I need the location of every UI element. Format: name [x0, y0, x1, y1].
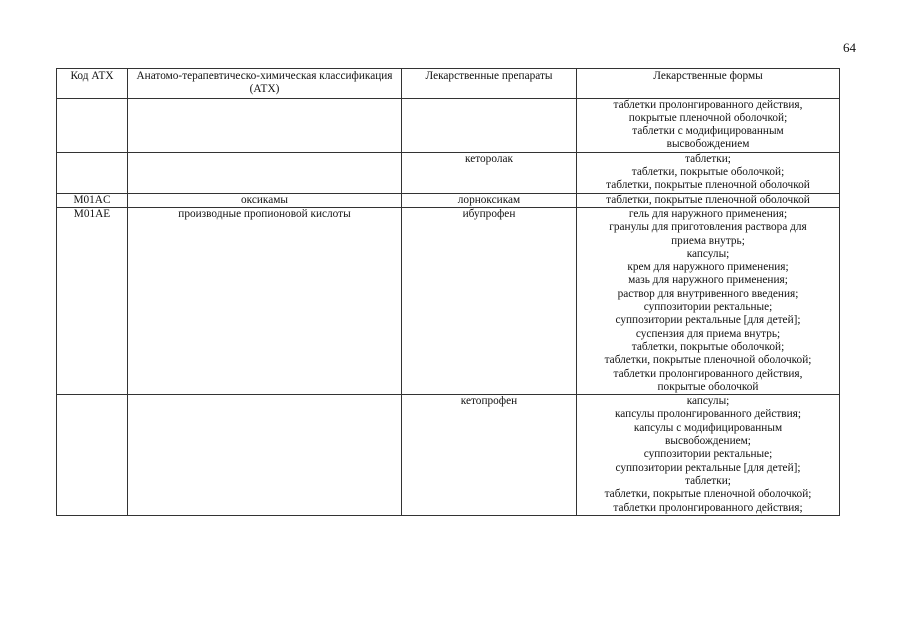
dosage-form-line: капсулы;: [686, 395, 730, 408]
drug-cell: лорноксикам: [402, 193, 577, 207]
classification-cell: оксикамы: [128, 193, 402, 207]
table-header-row: [57, 69, 840, 99]
table-row: [57, 395, 840, 516]
dosage-form-line: таблетки;: [685, 152, 731, 165]
dosage-form-line: таблетки, покрытые пленочной оболочкой: [606, 193, 810, 206]
dosage-form-line: таблетки, покрытые пленочной оболочкой: [606, 179, 810, 192]
dosage-form-line: таблетки, покрытые пленочной оболочкой;: [604, 354, 812, 367]
dosage-form-line: таблетки, покрытые оболочкой;: [631, 166, 785, 179]
classification-cell: производные пропионовой кислоты: [128, 207, 402, 394]
dosage-form-line: суппозитории ректальные [для детей];: [615, 461, 801, 474]
dosage-forms-cell: [577, 193, 840, 207]
dosage-form-line: капсулы с модифицированным: [633, 421, 783, 434]
dosage-form-line: высвобождением;: [665, 435, 751, 448]
dosage-form-line: таблетки с модифицированным: [632, 125, 784, 138]
dosage-form-line: покрытые пленочной оболочкой;: [628, 111, 788, 124]
drug-cell: кеторолак: [402, 152, 577, 193]
dosage-form-line: раствор для внутривенного введения;: [617, 287, 799, 300]
dosage-form-line: приема внутрь;: [671, 234, 745, 247]
dosage-forms-cell: [577, 98, 840, 152]
dosage-form-line: суспензия для приема внутрь;: [635, 327, 781, 340]
atc-code-cell: [57, 395, 128, 516]
atc-code-cell: [57, 98, 128, 152]
dosage-form-line: покрытые оболочкой: [657, 380, 759, 393]
atc-table: [56, 68, 840, 516]
dosage-form-line: суппозитории ректальные;: [643, 301, 773, 314]
dosage-form-line: гранулы для приготовления раствора для: [609, 221, 807, 234]
dosage-form-line: суппозитории ректальные [для детей];: [615, 314, 801, 327]
dosage-forms-cell: [577, 207, 840, 394]
classification-cell: [128, 152, 402, 193]
atc-code-cell: [57, 152, 128, 193]
dosage-form-line: таблетки пролонгированного действия,: [613, 367, 803, 380]
dosage-form-line: капсулы пролонгированного действия;: [614, 408, 802, 421]
table-row: [57, 98, 840, 152]
atc-table-container: [56, 68, 839, 516]
header-drugs: Лекарственные препараты: [402, 69, 577, 99]
classification-cell: [128, 98, 402, 152]
dosage-form-line: таблетки;: [685, 474, 731, 487]
dosage-form-line: суппозитории ректальные;: [643, 448, 773, 461]
dosage-form-line: таблетки, покрытые пленочной оболочкой;: [604, 488, 812, 501]
dosage-form-line: капсулы;: [686, 247, 730, 260]
table-body: [57, 98, 840, 515]
header-dosage-forms: Лекарственные формы: [577, 69, 840, 99]
drug-cell: [402, 98, 577, 152]
dosage-form-line: мазь для наружного применения;: [628, 274, 788, 287]
atc-code-cell: M01AC: [57, 193, 128, 207]
table-row: [57, 152, 840, 193]
table-row: [57, 193, 840, 207]
dosage-form-line: таблетки, покрытые оболочкой;: [631, 340, 785, 353]
dosage-form-line: высвобождением: [666, 138, 750, 151]
atc-code-cell: M01AE: [57, 207, 128, 394]
table-row: [57, 207, 840, 394]
dosage-form-line: таблетки пролонгированного действия,: [613, 98, 803, 111]
dosage-form-line: гель для наружного применения;: [628, 207, 788, 220]
header-atc-classification: Анатомо-терапевтическо-химическая классификация (АТХ): [128, 69, 402, 99]
drug-cell: кетопрофен: [402, 395, 577, 516]
dosage-forms-cell: [577, 395, 840, 516]
page-number: 64: [843, 40, 856, 55]
dosage-form-line: крем для наружного применения;: [627, 261, 789, 274]
dosage-form-line: таблетки пролонгированного действия;: [613, 501, 803, 514]
classification-cell: [128, 395, 402, 516]
drug-cell: ибупрофен: [402, 207, 577, 394]
header-atc-code: Код АТХ: [57, 69, 128, 99]
dosage-forms-cell: [577, 152, 840, 193]
